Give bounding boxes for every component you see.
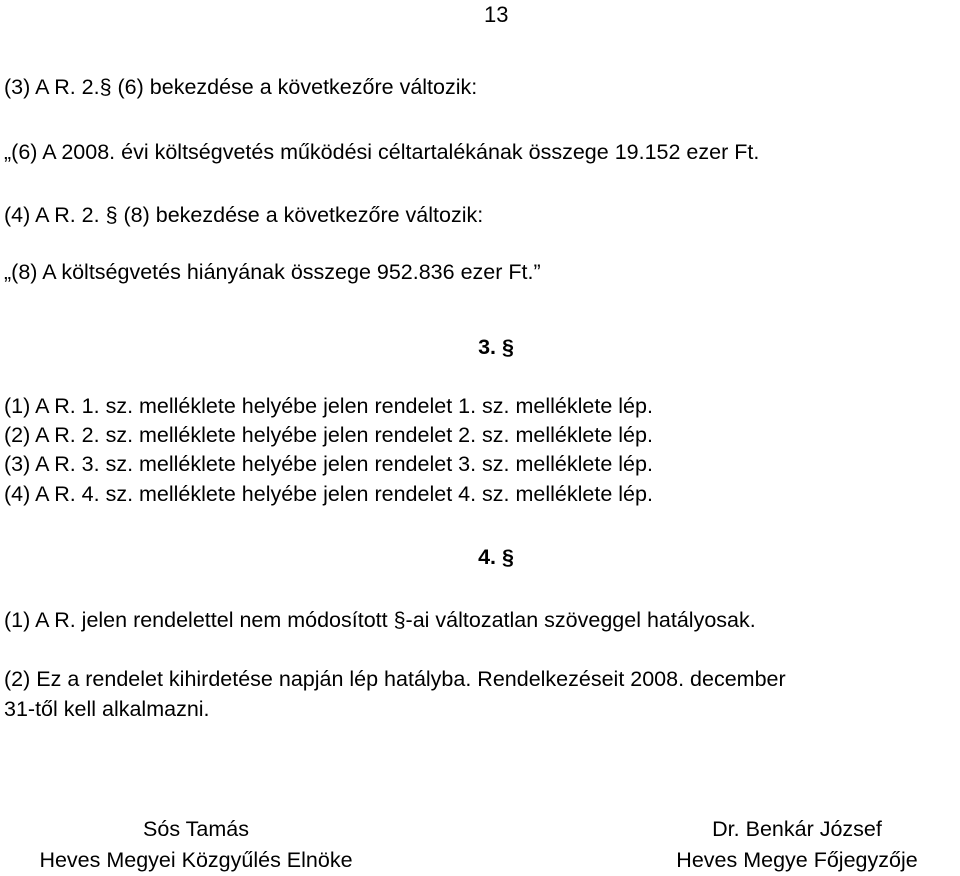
amendment-line: „(6) A 2008. évi költségvetés működési céltartalékának összege 19.152 ezer Ft. (4, 140, 760, 164)
section3-item: (3) A R. 3. sz. melléklete helyébe jelen rendelet 3. sz. melléklete lép. (4, 452, 653, 476)
amendment-line: (3) A R. 2.§ (6) bekezdése a következőre változik: (4, 75, 478, 99)
section3-item: (1) A R. 1. sz. melléklete helyébe jelen rendelet 1. sz. melléklete lép. (4, 394, 653, 418)
section4-paragraph: (1) A R. jelen rendelettel nem módosított §-ai változatlan szöveggel hatályosak. (4, 608, 756, 632)
page-number: 13 (484, 2, 509, 27)
section-heading-4: 4. § (478, 545, 514, 569)
signatory-name: Sós Tamás (143, 817, 249, 841)
signatory-title: Heves Megyei Közgyűlés Elnöke (39, 848, 353, 872)
section3-item: (2) A R. 2. sz. melléklete helyébe jelen rendelet 2. sz. melléklete lép. (4, 423, 653, 447)
amendment-line: „(8) A költségvetés hiányának összege 952.836 ezer Ft.” (4, 260, 541, 284)
signatory-title: Heves Megye Főjegyzője (676, 848, 918, 872)
section3-item: (4) A R. 4. sz. melléklete helyébe jelen rendelet 4. sz. melléklete lép. (4, 482, 653, 506)
section4-paragraph-cont: 31-től kell alkalmazni. (4, 697, 210, 721)
section-heading-3: 3. § (478, 335, 514, 359)
amendment-line: (4) A R. 2. § (8) bekezdése a következőre változik: (4, 203, 484, 227)
signature-left (0, 814, 392, 876)
signature-right (638, 814, 956, 876)
signatory-name: Dr. Benkár József (712, 817, 882, 841)
section4-paragraph: (2) Ez a rendelet kihirdetése napján lép hatályba. Rendelkezéseit 2008. december (4, 667, 786, 691)
